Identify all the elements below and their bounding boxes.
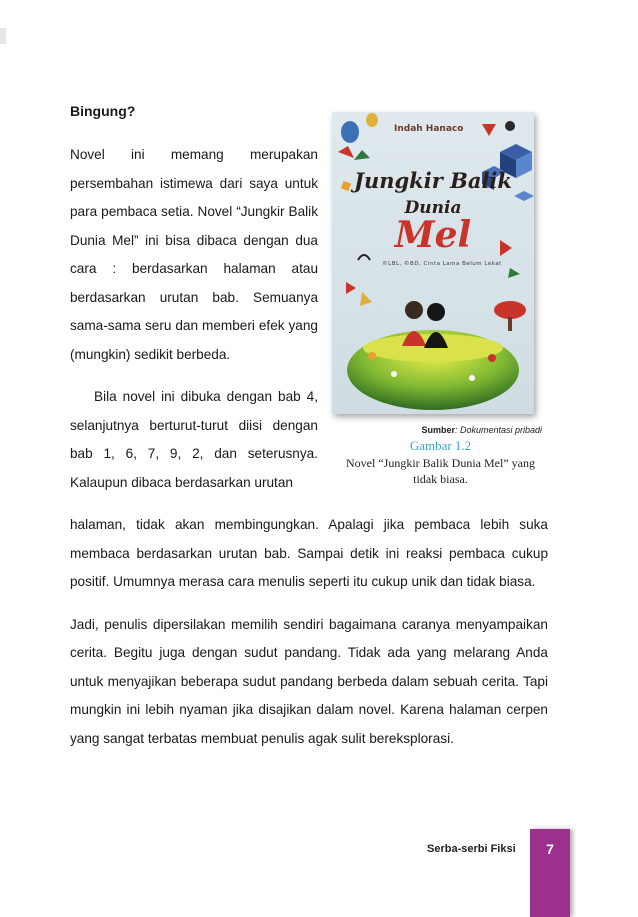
cover-title-line2: Dunia [404,198,462,218]
section-heading: Bingung? [70,103,136,119]
page-edge-mark [0,28,6,44]
figure-caption-text: Novel “Jungkir Balik Dunia Mel” yang tidak biasa. [346,456,535,486]
body-text [70,511,548,753]
cover-author: Indah Hanaco [394,124,464,134]
paragraph: Jadi, penulis dipersilakan memilih sendiri bagaimana caranya menyampaikan cerita. Begitu juga dengan sudut pandang. Tidak ada yang melarang Anda untuk menyajikan beberapa sudut pandang berbeda dalam sebuah cerita. Tapi mungkin ini lebih nyaman jika disajikan dalam novel. Karena halaman cerpen yang sangat terbatas membuat penulis agak sulit bereksplorasi. [70,616,548,746]
page-number: 7 [546,841,554,857]
column-text [70,141,318,497]
figure-caption-label: Gambar 1.2 [409,438,472,453]
paragraph: Novel ini memang merupakan persembahan istimewa dari saya untuk para pembaca setia. Novel “Jungkir Balik Dunia Mel” ini bisa dibaca dengan dua cara : berdasarkan halaman atau berdasarkan urutan bab. Semuanya sama-sama seru dan memberi efek yang (mungkin) sedikit berbeda. [70,147,318,362]
page-number-tab [530,829,570,917]
cover-tagline: ©LBL, ©BD, Cinta Lama Belum Lekat [382,261,502,267]
figure-source [421,425,542,435]
running-footer-title: Serba-serbi Fiksi [427,843,516,855]
source-label: Sumber [421,425,455,435]
cover-title-line1: Jungkir Balik [354,168,512,193]
cover-title-line3: Mel [394,214,472,256]
book-cover-image [332,112,534,414]
paragraph: halaman, tidak akan membingungkan. Apalagi jika pembaca lebih suka membaca berdasarkan urutan bab. Sampai detik ini reaksi pembaca cukup positif. Umumnya merasa cara menulis seperti itu cukup unik dan tidak biasa. [70,517,548,589]
paragraph: Bila novel ini dibuka dengan bab 4, selanjutnya berturut-turut diisi dengan bab 1, 6, 7, 9, 2, dan seterusnya. Kalaupun dibaca berdasarkan urutan [70,389,318,490]
source-value: : Dokumentasi pribadi [454,425,542,435]
